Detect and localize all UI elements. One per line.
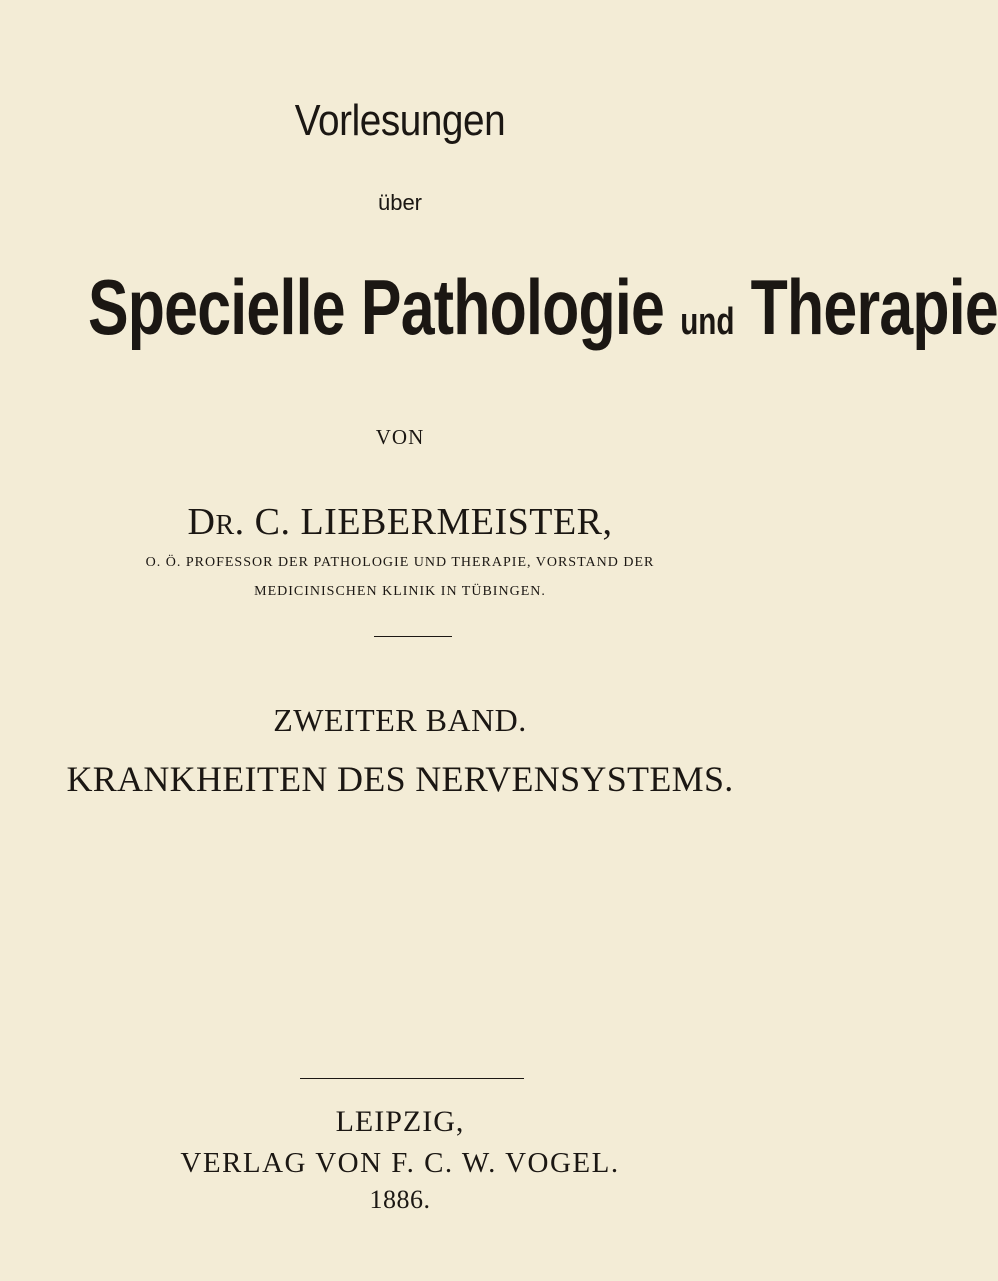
by-line: VON	[375, 425, 425, 449]
divider-short	[374, 636, 452, 637]
main-title-und: und	[680, 301, 735, 343]
author-name-text: . C. LIEBERMEISTER,	[234, 501, 613, 543]
connector-ueber: über	[377, 190, 423, 215]
main-title-part1: Specielle Pathologie	[88, 263, 681, 351]
volume-subject: KRANKHEITEN DES NERVENSYSTEMS.	[66, 759, 734, 799]
author-prefix-r: R	[215, 510, 235, 541]
main-title	[88, 262, 998, 353]
imprint-publisher: VERLAG VON F. C. W. VOGEL.	[180, 1147, 620, 1179]
author-name	[0, 500, 800, 544]
imprint-city: LEIPZIG,	[335, 1105, 465, 1138]
series-title: Vorlesungen	[294, 96, 506, 145]
divider-long	[300, 1078, 524, 1079]
author-prefix-d: D	[187, 501, 216, 543]
author-affiliation-line2: MEDICINISCHEN KLINIK IN TÜBINGEN.	[254, 584, 546, 599]
imprint-year: 1886.	[369, 1185, 431, 1214]
main-title-part2: Therapie	[734, 263, 998, 351]
volume-label: ZWEITER BAND.	[273, 702, 527, 738]
author-affiliation-line1: O. Ö. PROFESSOR DER PATHOLOGIE UND THERAPIE, VORSTAND DER	[145, 555, 655, 570]
